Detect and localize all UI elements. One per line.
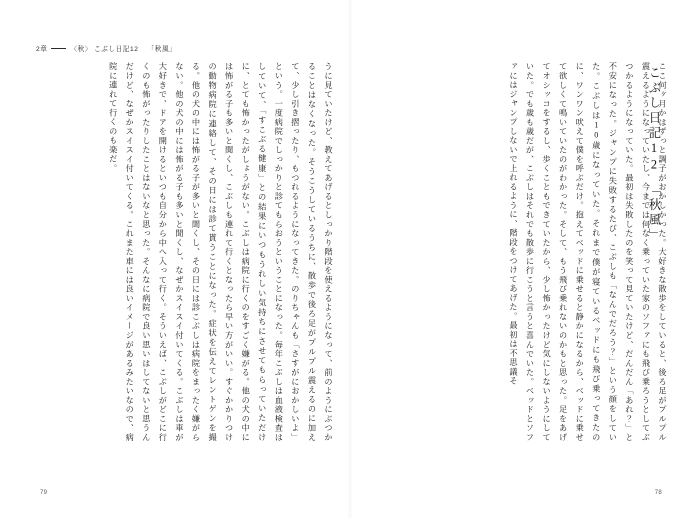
running-head-dash-rule	[51, 48, 66, 49]
entry-title: こぶし日記12 「秋風」	[647, 66, 661, 243]
running-head-chapter: 2章	[36, 46, 48, 53]
right-page	[350, 0, 700, 518]
running-head-entry-title: 「秋風」	[147, 46, 177, 53]
right-page-number: 78	[654, 490, 662, 496]
running-head-series: こぶし日記12	[94, 46, 139, 53]
left-page-number: 79	[40, 490, 48, 496]
right-page-body-text: ここ何ヶ月かはずっと調子がおかしかった。大好きな散歩をしていると、後ろ足がプルプル震えるようになっていたし、今までは何なく乗っていた家のソファにも飛び乗ろうとしてぶつかるようになっていた。最初は失敗したのを笑って見ていたけど、だんだん「あれ？」と不安になった。ジャンプに失敗するたび、こぶしも「なんでだろう？」という顔をしていた。こぶしは10歳になっていた。それまで僕が寝ているベッドにも飛び乗ってきたのに、ワンワン吠えて僕を呼ぶだけ。抱えてベッドに乗せると静かになるから、ベッドに乗せて欲しくて鳴いていたのがわかった。そして、もう飛び乗れないのかもと思った。足をあげてオシッコをするし、歩くこともできていたから、少し怖かったけど気にしないようにしていた。でも歳も歳だが、こぶしはそれでも散歩に行こうと言うと喜んでいた。ベッドとソファにはジャンプしないで上れるように、階段をつけてあげた。最初は不思議そ	[508, 62, 667, 442]
running-head-season: 〈秋〉	[70, 46, 93, 53]
running-head	[36, 43, 176, 53]
left-page-body-text: うに見ていたけど、教えてあげるとしっかり階段を使えるようになって、前のようにぶつかることはなくなった。そうこうしているうちに、散歩で後ろ足がプルプル震えるのに加えて、少し引き摺ったり、もつれるようになってきた。のりちゃんも「さすがにおかしいよ」という。一度病院でしっかりと診てもらおうということになった。毎年こぶしは血液検査はしていて、「すこぶる健康」との結果にいつもうれしい気持ちにさせてもらっていただけに、とても怖かったがしょうがない。こぶしは病院に行くのをすごく嫌がる。他の犬の中には怖がる子も多いと聞くし、こぶしも連れて行くとなったら早い方がいい。すぐかかりつけの動物病院に連絡して、その日には診て貰うことになった。症状を伝えてレントゲンを撮る。他の犬の中には怖がる子が多いと聞くし、その日には診こぶしは病院をまったく嫌がらない。他の犬の中には怖がる子も多いと聞くし、なぜかスイスイ付いてくる。こぶしは車が大好きで、ドアを開けるといつも自分から中へ入って行く。そういえば、こぶしがどこに行くのも怖がったりしたことはないなと思った。そんなに病院で良い思いはしてないと思うんだけど、なぜかスイスイ付いてくる。これまた車には良いイメージがあるみたいなので、病院に連れて行くのも楽だ。	[108, 62, 333, 442]
